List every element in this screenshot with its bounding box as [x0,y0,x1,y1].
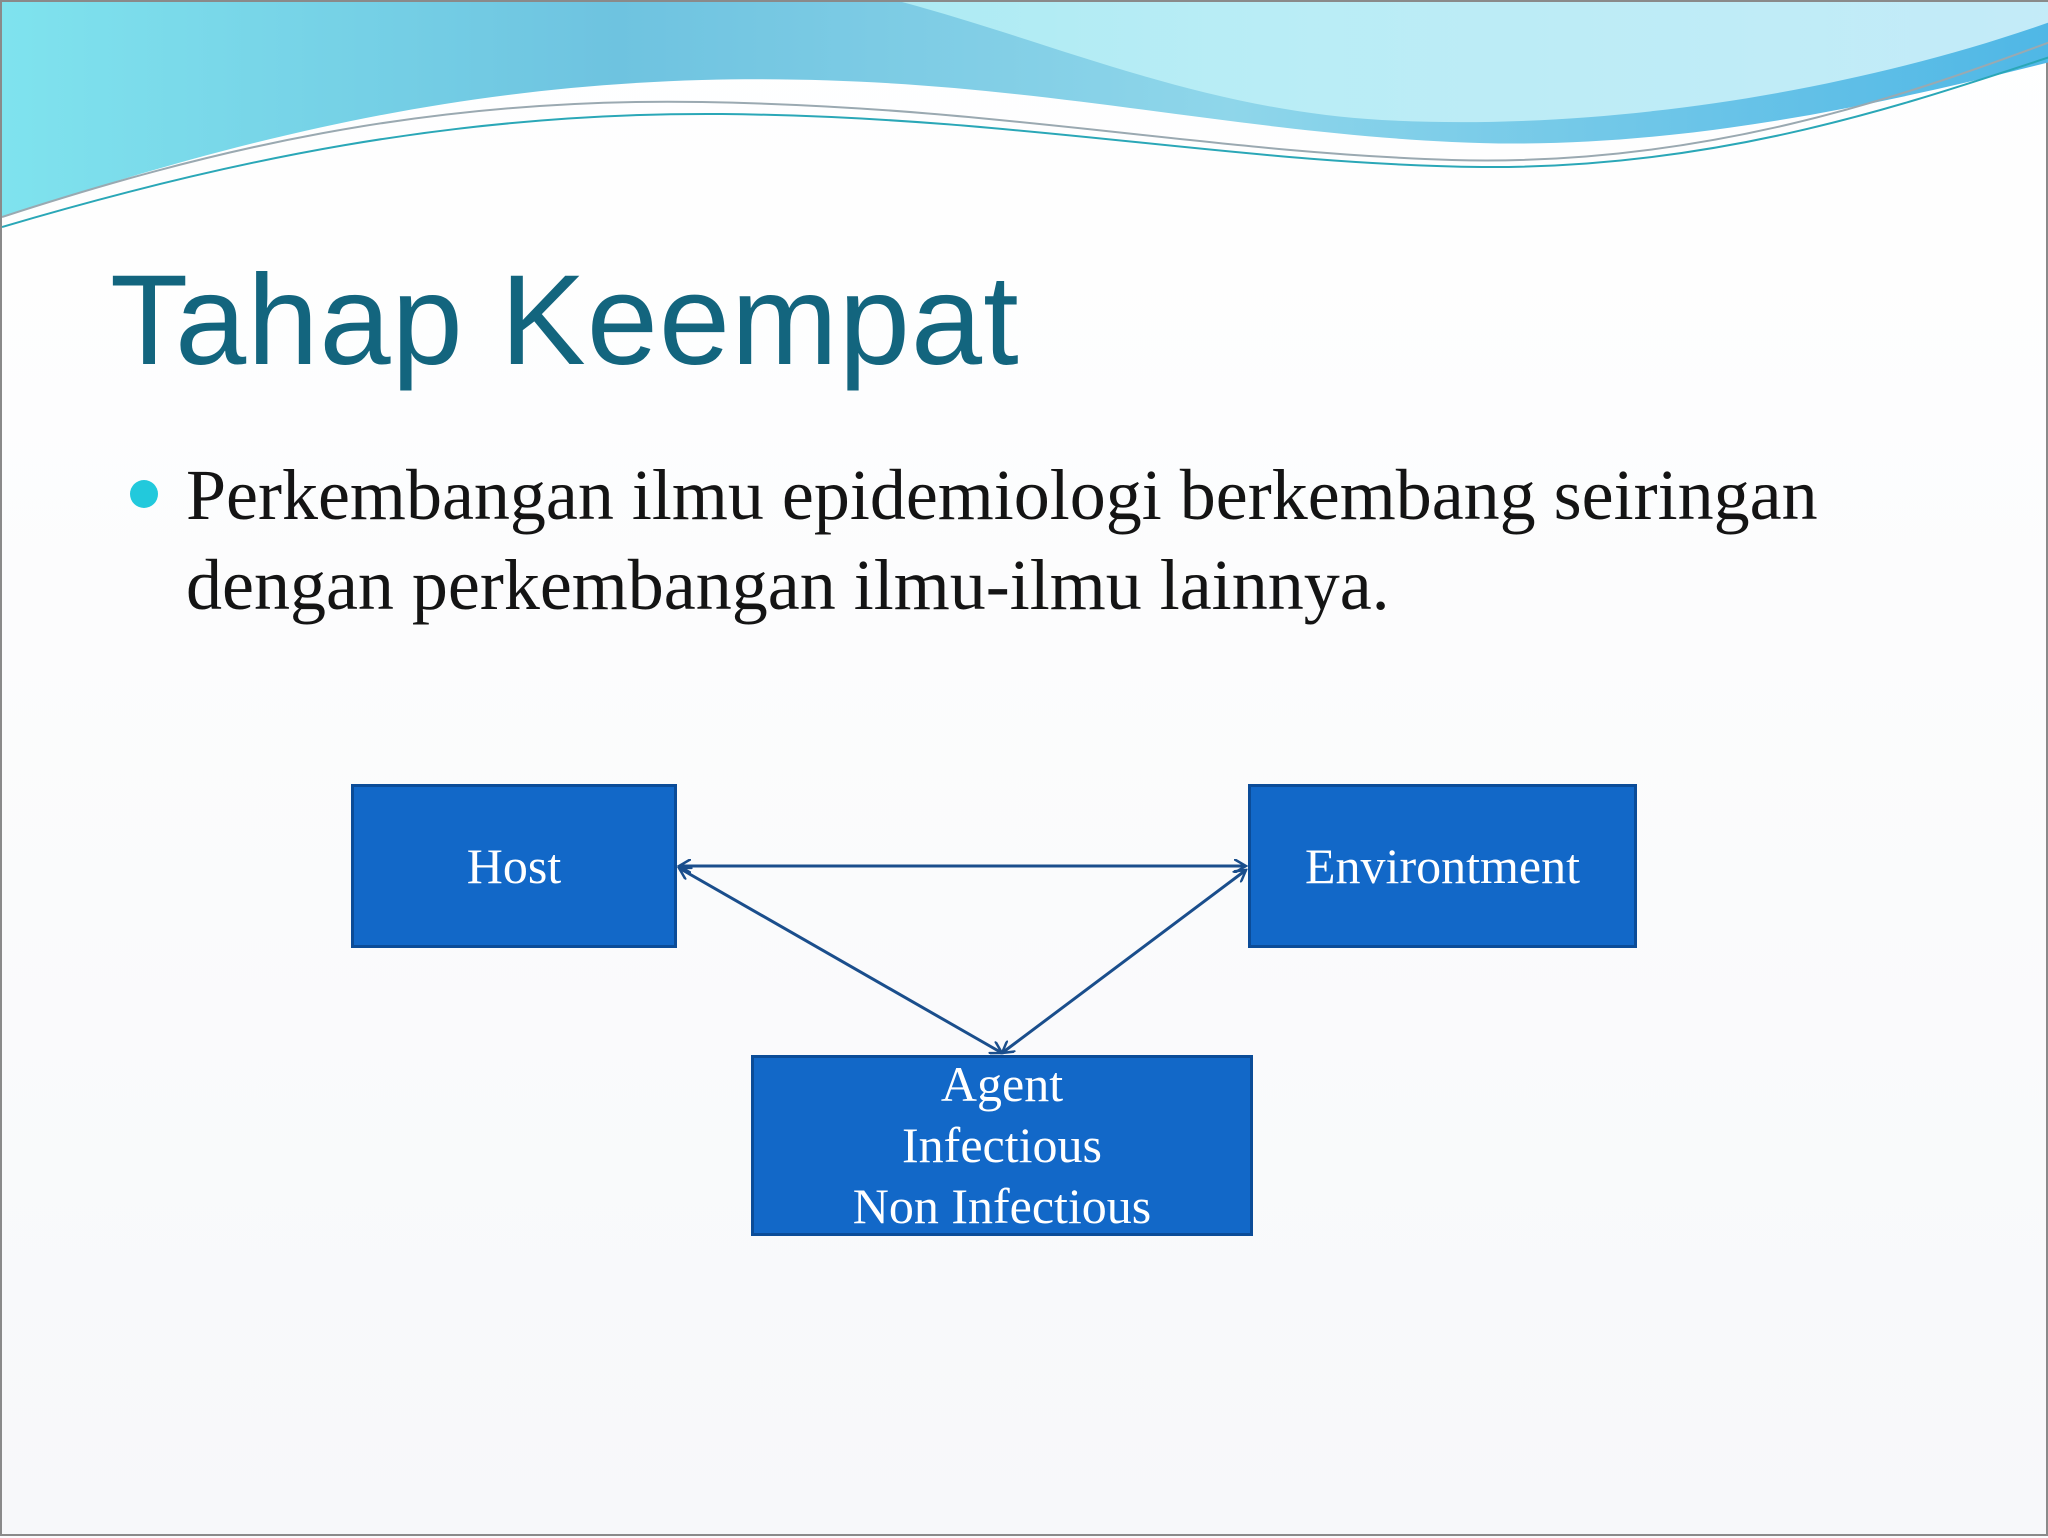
environment-label: Environtment [1305,838,1580,894]
slide-title: Tahap Keempat [110,249,1020,392]
bullet-text: Perkembangan ilmu epidemiologi berkembang seiringan dengan perkembangan ilmu-ilmu lainnya. [186,455,1818,625]
environment-box [1248,784,1637,948]
agent-label-line3: Non Infectious [852,1178,1152,1234]
agent-label-line1: Agent [940,1056,1064,1112]
arrow-host-agent [679,868,1002,1053]
diagram-connectors [2,2,2048,1538]
agent-label-line2: Infectious [902,1117,1102,1173]
host-label: Host [466,838,562,894]
host-box [351,784,677,948]
agent-box [751,1055,1253,1236]
arrow-environment-agent [1002,870,1246,1053]
